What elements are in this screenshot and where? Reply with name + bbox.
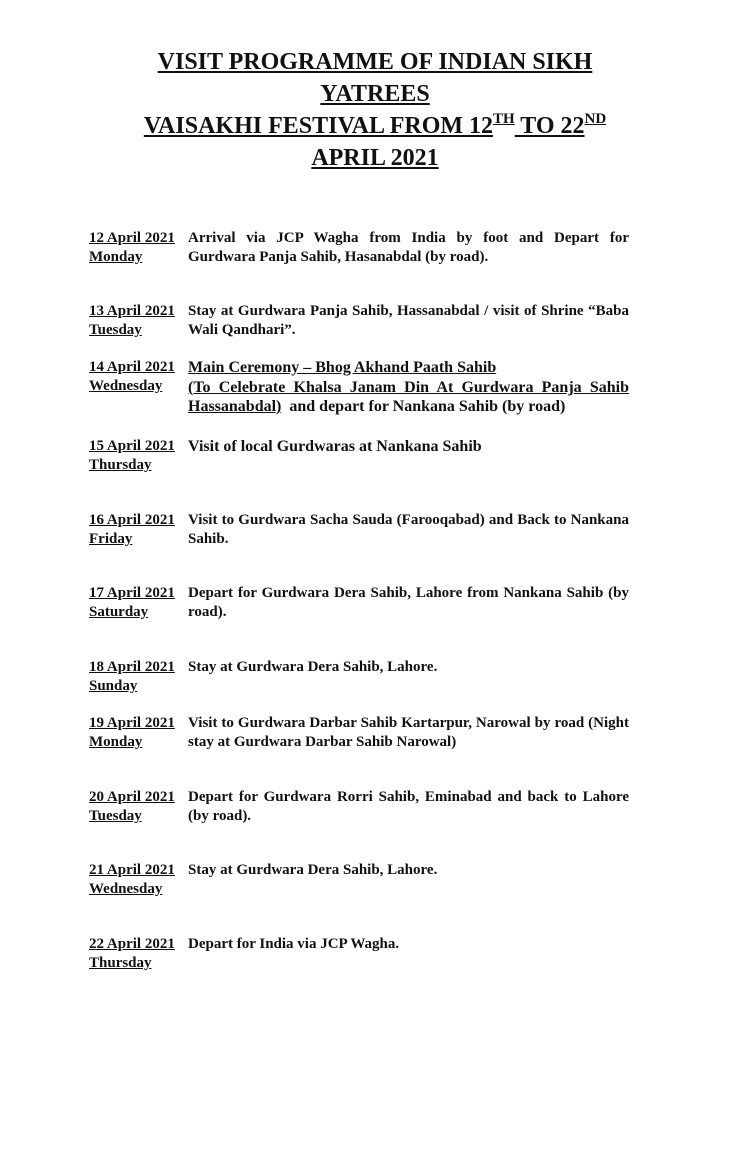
day-text: Wednesday [89, 881, 163, 897]
schedule-description [188, 358, 629, 417]
schedule-date [89, 511, 185, 549]
schedule-description: Stay at Gurdwara Panja Sahib, Hassanabdal / visit of Shrine “Baba Wali Qandhari”. [188, 303, 629, 338]
schedule-date [89, 861, 185, 899]
schedule-description: Visit to Gurdwara Darbar Sahib Kartarpur, Narowal by road (Night stay at Gurdwara Darbar Sahib Narowal) [188, 715, 629, 750]
day-text: Saturday [89, 604, 149, 620]
date-text: 22 April 2021 [89, 936, 175, 952]
schedule-description: Depart for India via JCP Wagha. [188, 936, 400, 952]
date-text: 16 April 2021 [89, 512, 175, 528]
ceremony-note: (To Celebrate Khalsa Janam Din At Gurdwara Panja Sahib Hassanabdal) [188, 378, 629, 415]
schedule-date [89, 788, 185, 826]
schedule-description: Depart for Gurdwara Rorri Sahib, Eminabad and back to Lahore (by road). [188, 789, 629, 824]
day-text: Thursday [89, 457, 152, 473]
day-text: Tuesday [89, 808, 142, 824]
document-title [90, 46, 660, 174]
schedule-description: Stay at Gurdwara Dera Sahib, Lahore. [188, 659, 438, 675]
schedule-date [89, 437, 185, 475]
date-text: 21 April 2021 [89, 862, 175, 878]
schedule-date [89, 302, 185, 340]
schedule-description: Arrival via JCP Wagha from India by foot and Depart for Gurdwara Panja Sahib, Hasanabdal (by road). [188, 230, 629, 265]
date-text: 13 April 2021 [89, 303, 175, 319]
schedule-date [89, 714, 185, 752]
ceremony-rest: and depart for Nankana Sahib (by road) [281, 398, 566, 415]
date-text: 17 April 2021 [89, 585, 175, 601]
title-line-4: APRIL 2021 [311, 145, 439, 171]
date-text: 12 April 2021 [89, 230, 175, 246]
schedule-date [89, 658, 185, 696]
day-text: Thursday [89, 955, 152, 971]
title-line-2: YATREES [320, 81, 430, 107]
date-text: 20 April 2021 [89, 789, 175, 805]
date-text: 15 April 2021 [89, 438, 175, 454]
day-text: Monday [89, 734, 143, 750]
ceremony-title: Main Ceremony – Bhog Akhand Paath Sahib [188, 359, 497, 376]
date-text: 14 April 2021 [89, 359, 175, 375]
schedule-description: Depart for Gurdwara Dera Sahib, Lahore from Nankana Sahib (by road). [188, 585, 629, 620]
day-text: Sunday [89, 678, 138, 694]
title-line-3: VAISAKHI FESTIVAL FROM 12TH TO 22ND [143, 111, 607, 139]
schedule-date [89, 229, 185, 267]
date-text: 19 April 2021 [89, 715, 175, 731]
day-text: Monday [89, 249, 143, 265]
date-text: 18 April 2021 [89, 659, 175, 675]
day-text: Tuesday [89, 322, 142, 338]
schedule-date [89, 358, 185, 396]
schedule-description: Stay at Gurdwara Dera Sahib, Lahore. [188, 862, 438, 878]
title-line-1: VISIT PROGRAMME OF INDIAN SIKH [157, 49, 593, 75]
schedule-description: Visit to Gurdwara Sacha Sauda (Farooqabad) and Back to Nankana Sahib. [188, 512, 629, 547]
schedule-description: Visit of local Gurdwaras at Nankana Sahib [188, 438, 482, 455]
day-text: Wednesday [89, 378, 163, 394]
schedule-date [89, 935, 185, 973]
schedule-date [89, 584, 185, 622]
day-text: Friday [89, 531, 133, 547]
